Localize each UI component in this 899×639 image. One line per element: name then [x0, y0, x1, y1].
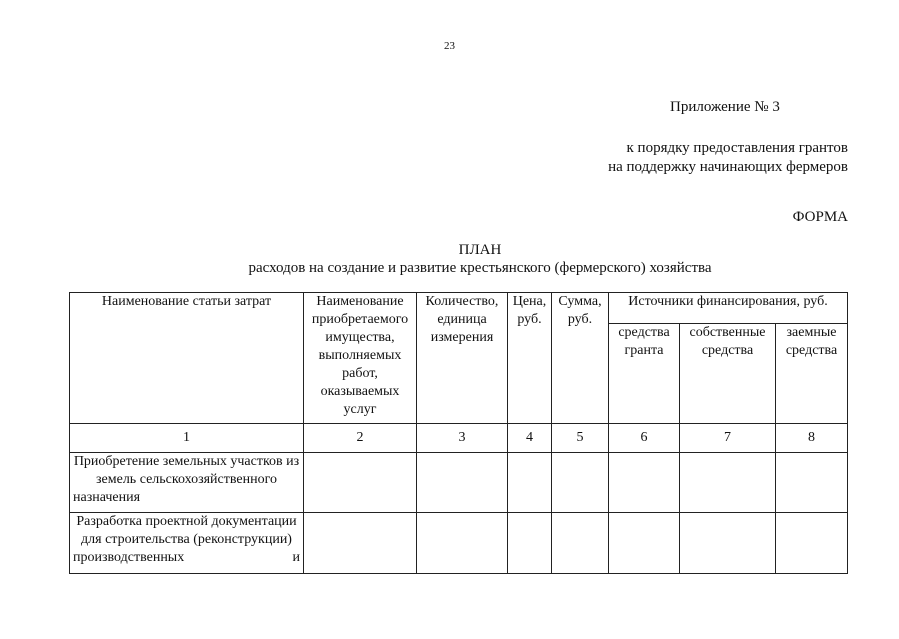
- expense-plan-table: [69, 292, 848, 574]
- column-number: 3: [417, 424, 508, 453]
- table-cell: [680, 513, 776, 574]
- header-own-funds: собственные средства: [680, 324, 776, 424]
- plan-title: ПЛАН: [458, 242, 502, 258]
- header-price: Цена, руб.: [508, 293, 552, 424]
- column-number: 7: [680, 424, 776, 453]
- column-number: 1: [70, 424, 304, 453]
- table-cell: [552, 513, 609, 574]
- table-cell: [508, 513, 552, 574]
- table-cell: [417, 513, 508, 574]
- expense-item-name: Приобретение земельных участков из земель сельскохозяйственного назначения: [70, 453, 304, 513]
- appendix-subtitle: [608, 139, 848, 177]
- column-number: 5: [552, 424, 609, 453]
- table-cell: [680, 453, 776, 513]
- column-number: 6: [609, 424, 680, 453]
- appendix-subtitle-line-1: к порядку предоставления грантов: [626, 140, 848, 156]
- table-cell: [552, 453, 609, 513]
- appendix-title: Приложение № 3: [670, 99, 780, 115]
- column-number: 8: [776, 424, 848, 453]
- table-row: [70, 453, 848, 513]
- header-quantity-unit: Количество, единица измерения: [417, 293, 508, 424]
- header-borrowed-funds: заемные средства: [776, 324, 848, 424]
- header-expense-item: Наименование статьи затрат: [70, 293, 304, 424]
- column-number-row: [70, 424, 848, 453]
- header-row-1: [70, 293, 848, 324]
- header-sum: Сумма, руб.: [552, 293, 609, 424]
- page-number: 23: [444, 40, 455, 52]
- column-number: 2: [304, 424, 417, 453]
- plan-subtitle: расходов на создание и развитие крестьянского (фермерского) хозяйства: [248, 260, 712, 276]
- table-cell: [609, 513, 680, 574]
- column-number: 4: [508, 424, 552, 453]
- table-cell: [304, 453, 417, 513]
- table-row: [70, 513, 848, 574]
- form-label: ФОРМА: [792, 209, 848, 225]
- appendix-subtitle-line-2: на поддержку начинающих фермеров: [608, 159, 848, 175]
- table-cell: [417, 453, 508, 513]
- table-cell: [776, 513, 848, 574]
- header-grant-funds: средства гранта: [609, 324, 680, 424]
- header-funding-sources: Источники финансирования, руб.: [609, 293, 848, 324]
- table-cell: [609, 453, 680, 513]
- table-cell: [304, 513, 417, 574]
- expense-item-name: Разработка проектной документации для строительства (реконструкции) производственных и: [70, 513, 304, 574]
- table-cell: [508, 453, 552, 513]
- header-property-name: Наименование приобретаемого имущества, выполняемых работ, оказываемых услуг: [304, 293, 417, 424]
- table-cell: [776, 453, 848, 513]
